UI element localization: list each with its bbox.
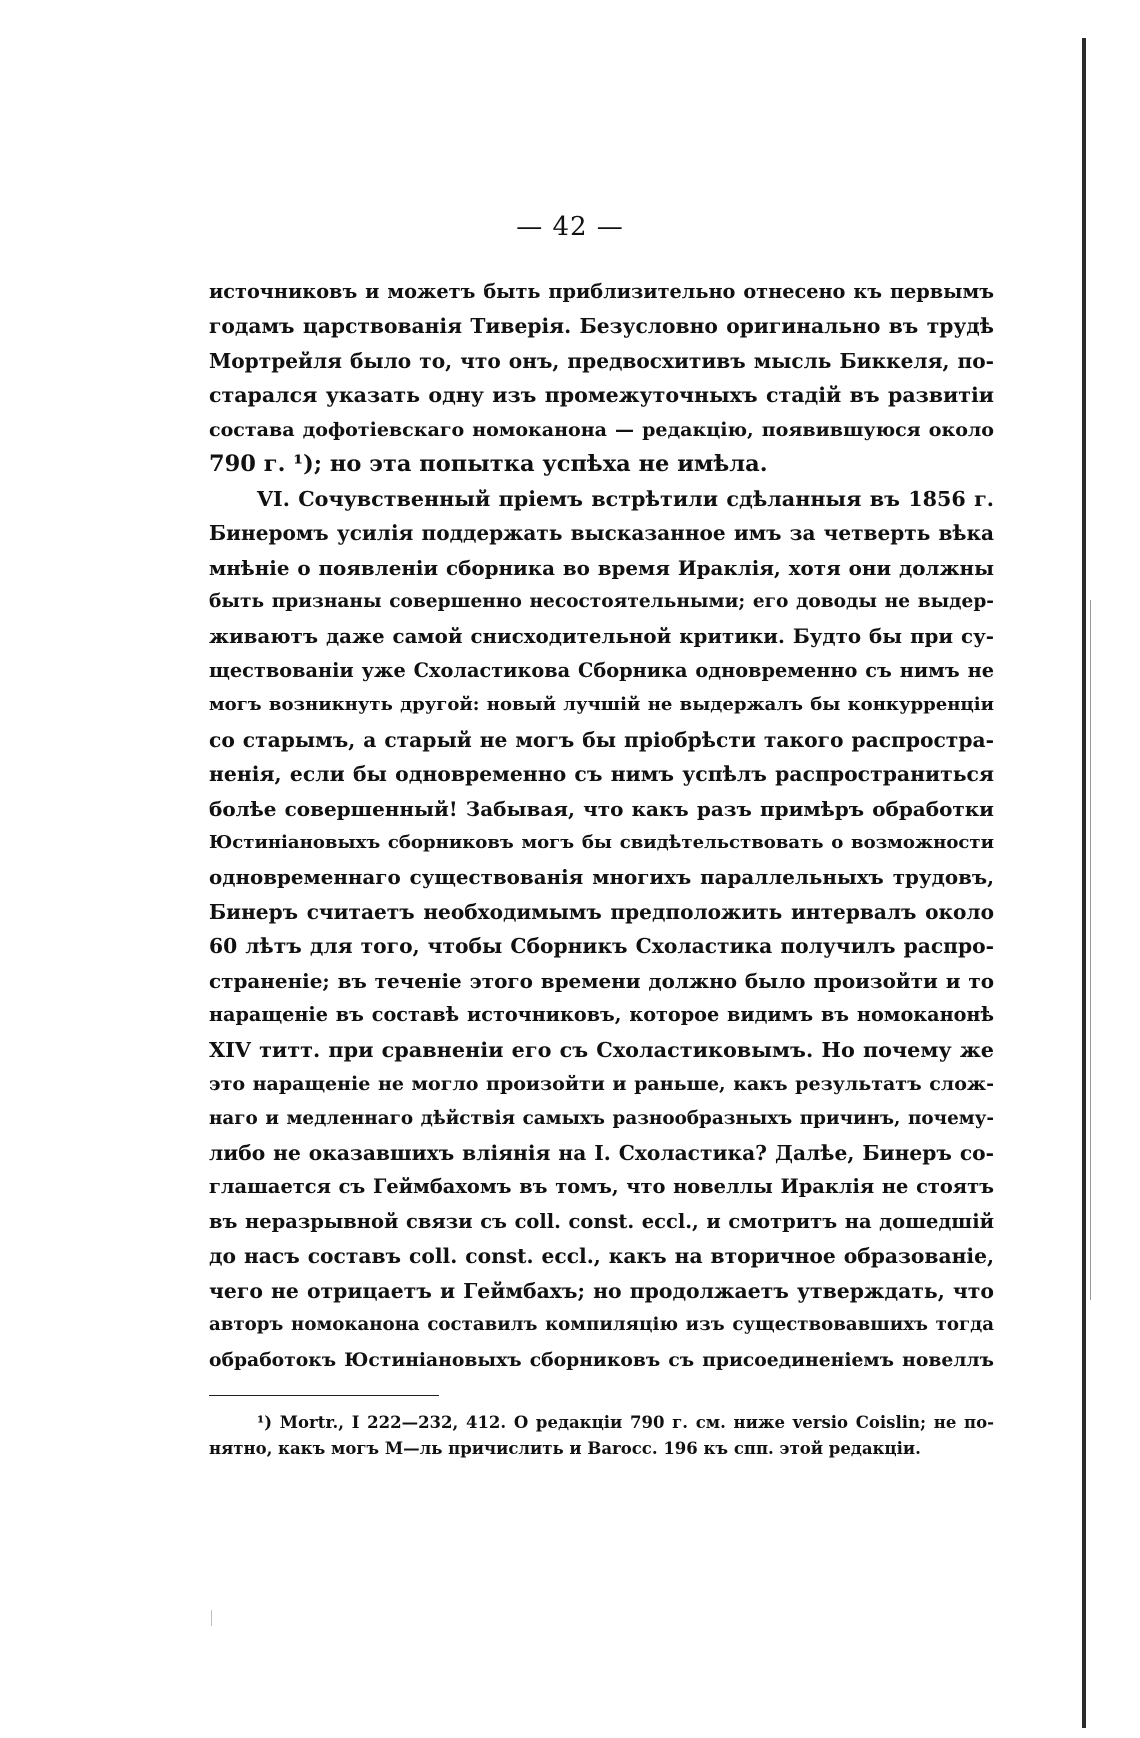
text-line: это наращеніе не могло произойти и раньше, какъ результатъ слож-	[209, 1073, 994, 1096]
text-line: быть признаны совершенно несостоятельными; его доводы не выдер-	[209, 590, 994, 612]
text-line: наращеніе въ составѣ источниковъ, которое видимъ въ номоканонѣ	[209, 1003, 994, 1027]
text-line: Мортрейля было то, что онъ, предвосхитивъ мысль Биккеля, по-	[209, 348, 994, 373]
text-line: ненія, если бы одновременно съ нимъ успѣлъ распространиться	[209, 762, 994, 787]
text-line: авторъ номоканона составилъ компиляцію изъ существовавшихъ тогда	[209, 1314, 994, 1336]
main-text	[209, 275, 994, 1377]
text-line: ществованіи уже Схоластикова Сборника одновременно съ нимъ не	[209, 658, 994, 682]
text-line: страненіе; въ теченіе этого времени должно было произойти и то	[209, 968, 994, 993]
text-line: глашается съ Геймбахомъ въ томъ, что новеллы Ираклія не стоятъ	[209, 1175, 994, 1199]
text-line: до насъ составъ coll. const. eccl., какъ на вторичное образованіе,	[209, 1244, 994, 1269]
text-line: чего не отрицаетъ и Геймбахъ; но продолжаетъ утверждать, что	[209, 1278, 994, 1303]
text-line: XIV титт. при сравненіи его съ Схоластиковымъ. Но почему же	[209, 1037, 994, 1062]
footnote-line: нятно, какъ могъ М—ль причислить и Barocc. 196 къ спп. этой редакціи.	[209, 1439, 921, 1458]
text-line: наго и медленнаго дѣйствія самыхъ разнообразныхъ причинъ, почему-	[209, 1107, 994, 1129]
text-line: со старымъ, а старый не могъ бы пріобрѣсти такого распростра-	[209, 727, 994, 752]
text-line: состава дофотіевскаго номоканона — редакцію, появившуюся около	[209, 418, 994, 441]
scan-edge-shadow	[1090, 600, 1091, 1300]
text-line: либо не оказавшихъ вліянія на I. Схоластика? Далѣе, Бинеръ со-	[209, 1140, 994, 1165]
text-line: одновременнаго существованія многихъ параллельныхъ трудовъ,	[209, 865, 994, 890]
text-line: старался указать одну изъ промежуточныхъ стадій въ развитіи	[209, 383, 994, 408]
text-line: живаютъ даже самой снисходительной критики. Будто бы при су-	[209, 624, 994, 649]
text-line: обработокъ Юстиніановыхъ сборниковъ съ присоединеніемъ новеллъ	[209, 1348, 994, 1371]
text-line: годамъ царствованія Тиверія. Безусловно оригинально въ трудѣ	[209, 314, 994, 339]
text-line: мнѣніе о появленіи сборника во время Ираклія, хотя они должны	[209, 555, 994, 580]
scan-edge-line	[1082, 38, 1086, 1728]
text-line: Юстиніановыхъ сборниковъ могъ бы свидѣтельствовать о возможности	[209, 832, 994, 853]
footnote-separator	[209, 1395, 439, 1396]
scan-speck	[211, 1610, 212, 1626]
text-line: 60 лѣтъ для того, чтобы Сборникъ Схоластика получилъ распро-	[209, 934, 994, 959]
page-number: — 42 —	[516, 212, 624, 242]
text-line: Бинеромъ усилія поддержать высказанное имъ за четверть вѣка	[209, 521, 994, 546]
text-line: источниковъ и можетъ быть приблизительно отнесено къ первымъ	[209, 280, 994, 303]
text-line: могъ возникнуть другой: новый лучшій не выдержалъ бы конкурренціи	[209, 694, 994, 716]
text-line: болѣе совершенный! Забывая, что какъ разъ примѣръ обработки	[209, 796, 994, 821]
footnote-line: ¹) Mortr., I 222—232, 412. О редакціи 790 г. см. ниже versio Coislin; не по-	[257, 1413, 994, 1432]
section-vi-first-line: VI. Сочувственный пріемъ встрѣтили сдѣланныя въ 1856 г.	[257, 486, 994, 511]
text-line-paragraph-end: 790 г. ¹); но эта попытка успѣха не имѣла.	[209, 451, 768, 478]
text-line: въ неразрывной связи съ coll. const. eccl., и смотритъ на дошедшій	[209, 1209, 994, 1233]
text-line: Бинеръ считаетъ необходимымъ предположить интервалъ около	[209, 899, 994, 924]
footnotes	[209, 1410, 994, 1462]
